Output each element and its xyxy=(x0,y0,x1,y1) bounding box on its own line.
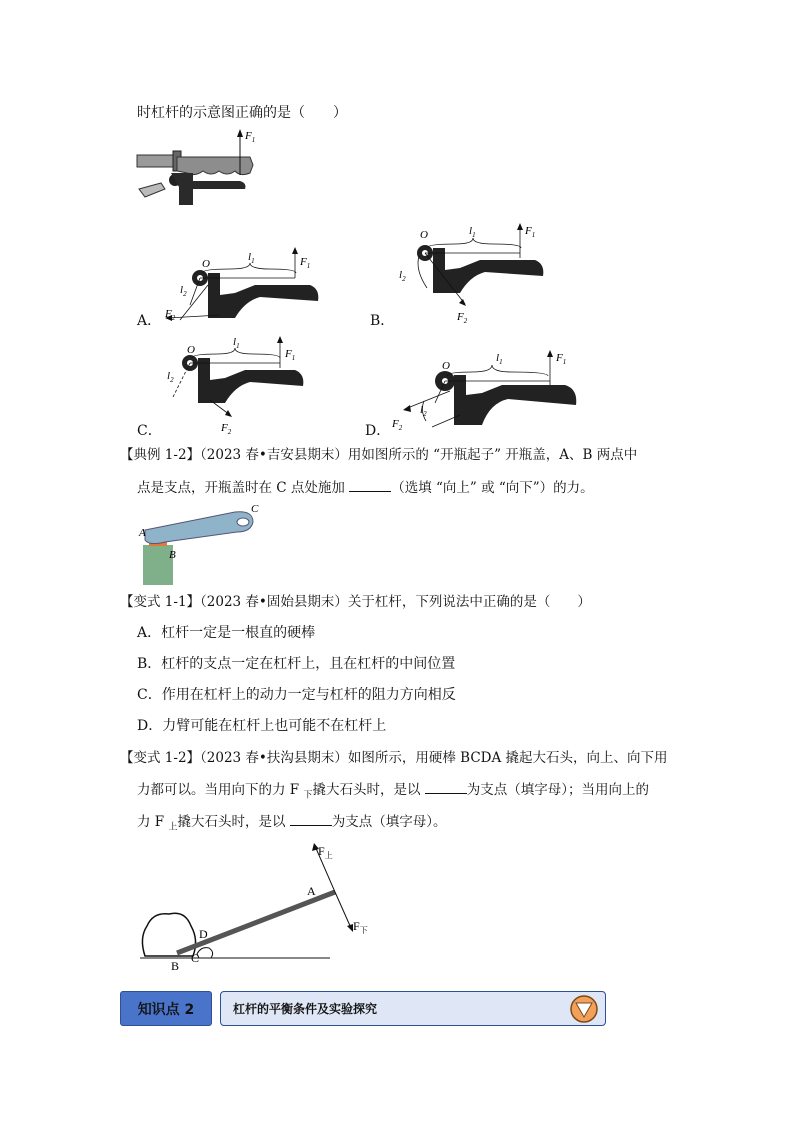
variation-1-1-option-b[interactable]: B．杠杆的支点一定在杠杆上，且在杠杆的中间位置 xyxy=(137,656,456,672)
brake-lever-figure xyxy=(135,125,265,210)
variation-1-1-option-a[interactable]: A．杠杆一定是一根直的硬棒 xyxy=(137,625,316,641)
svg-text:A: A xyxy=(139,527,146,539)
svg-text:O: O xyxy=(187,344,195,356)
variation-1-2-line3: 力 F $_上$撬大石头时，是以 为支点（填字母）。 xyxy=(137,811,447,838)
svg-text:l1: $l_1$ xyxy=(496,352,503,366)
answer-blank-down[interactable] xyxy=(425,779,467,794)
example-1-2-line2: 点是支点，开瓶盖时在 C 点处施加 （选填 “向上” 或 “向下”）的力。 xyxy=(137,477,594,498)
answer-blank-up[interactable] xyxy=(290,811,332,826)
option-d-label: D． xyxy=(365,423,391,439)
svg-text:F2: $F_2$ xyxy=(221,422,232,435)
option-c-label: C． xyxy=(137,423,162,439)
lever xyxy=(171,173,245,205)
variation-1-1-option-c[interactable]: C．作用在杠杆上的动力一定与杠杆的阻力方向相反 xyxy=(137,687,456,703)
option-a-figure xyxy=(160,245,335,325)
knowledge-point-bar[interactable] xyxy=(220,991,606,1026)
svg-text:F1: $F_1$ xyxy=(285,348,296,362)
option-b-label: B． xyxy=(370,313,395,329)
svg-text:F上: $F_上$ xyxy=(318,844,333,860)
svg-text:F1: $F_1$ xyxy=(556,352,567,366)
bottle-opener-figure xyxy=(135,500,265,585)
svg-text:F下: $F_下$ xyxy=(353,919,368,935)
knowledge-point-badge: 知识点 2 xyxy=(120,991,212,1026)
svg-text:A: A xyxy=(307,884,316,898)
svg-text:F2: $F_2$ xyxy=(457,311,468,325)
svg-text:l1: $l_1$ xyxy=(233,336,240,350)
svg-text:l2: $l_2$ xyxy=(167,370,174,384)
svg-text:l1: $l_1$ xyxy=(248,251,255,265)
svg-text:l2: $l_2$ xyxy=(399,269,406,283)
svg-text:B: B xyxy=(171,959,180,973)
svg-text:l2: $l_2$ xyxy=(180,284,187,298)
answer-blank[interactable] xyxy=(349,477,391,492)
variation-1-2-line1: 【变式 1-2】（2023 春•扶沟县期末）如图所示，用硬棒 BCDA 撬起大石头，向上、向下用 xyxy=(120,750,668,766)
example-1-2-line1: 【典例 1-2】（2023 春•吉安县期末）用如图所示的 “开瓶起子” 开瓶盖，A、B 两点中 xyxy=(120,447,638,463)
svg-text:F1: $F_1$ xyxy=(525,225,536,239)
option-c-figure xyxy=(165,335,315,435)
grip xyxy=(177,157,253,175)
variation-1-1-option-d[interactable]: D．力臂可能在杠杆上也可能不在杠杆上 xyxy=(137,718,387,734)
option-a-label: A． xyxy=(137,313,162,329)
f1-label: $F_1$ xyxy=(245,130,256,144)
svg-text:C: C xyxy=(191,951,200,965)
svg-text:F2: $F_2$ xyxy=(392,418,403,432)
handlebar xyxy=(137,155,177,167)
svg-text:F1: $F_1$ xyxy=(300,256,311,270)
option-d-figure xyxy=(390,345,580,435)
svg-text:l2: $l_2$ xyxy=(420,404,427,418)
svg-text:F2: $F_2$ xyxy=(165,308,176,322)
svg-text:l1: $l_1$ xyxy=(469,225,476,239)
triangle-down-circle-icon[interactable] xyxy=(569,994,599,1024)
knowledge-point-title: 杠杆的平衡条件及实验探究 xyxy=(233,1002,378,1016)
svg-text:D: D xyxy=(199,927,208,941)
svg-text:O: O xyxy=(202,258,210,270)
variation-1-2-line2: 力都可以。当用向下的力 F $_下$撬大石头时，是以 为支点（填字母）；当用向上的 xyxy=(137,779,649,806)
svg-text:B: B xyxy=(169,549,176,561)
svg-text:O: O xyxy=(420,229,428,241)
crowbar-figure xyxy=(135,838,385,978)
svg-text:O: O xyxy=(442,360,450,372)
option-b-figure xyxy=(395,220,555,325)
question-tail: 时杠杆的示意图正确的是（ ） xyxy=(137,105,347,121)
variation-1-1-stem: 【变式 1-1】（2023 春•固始县期末）关于杠杆，下列说法中正确的是（ ） xyxy=(120,594,591,610)
svg-text:C: C xyxy=(251,503,259,515)
